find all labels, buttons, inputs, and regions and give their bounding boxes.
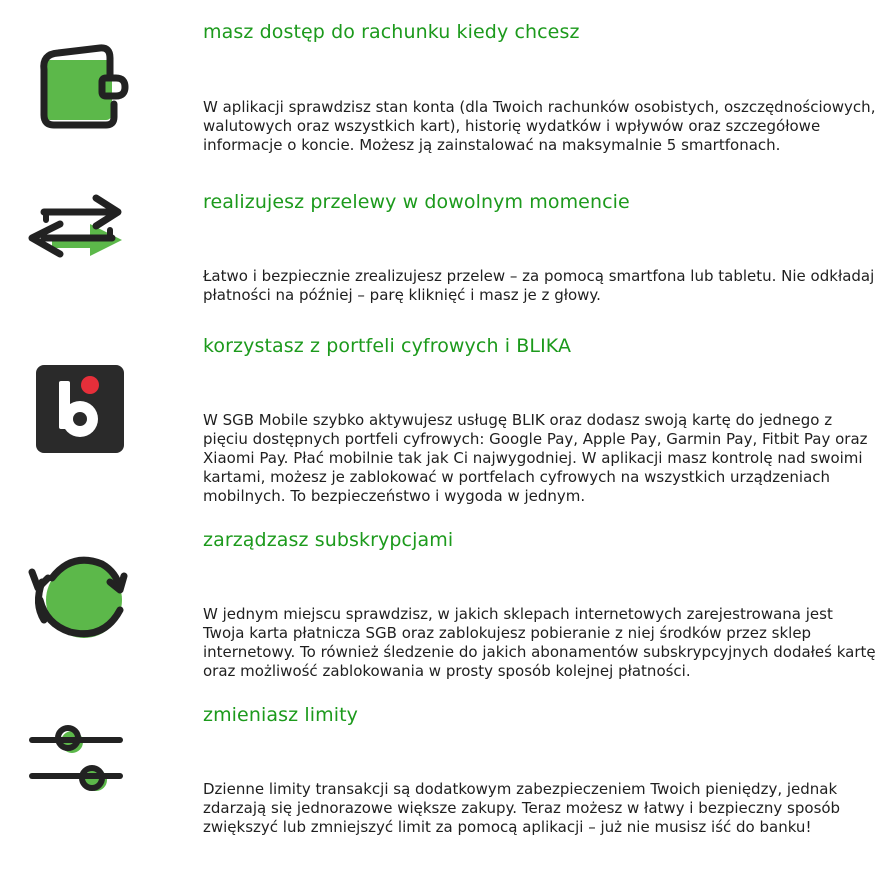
- blik-logo-icon: [24, 363, 134, 455]
- sliders-icon: [24, 722, 134, 802]
- feature-title: masz dostęp do rachunku kiedy chcesz: [203, 21, 580, 43]
- feature-description: Dzienne limity transakcji są dodatkowym zabezpieczeniem Twoich pieniędzy, jednak zdarzają się jednorazowe większe zakupy. Teraz możesz w łatwy i bezpieczny sposób zwiększyć lub zmniejszyć limit za pomocą aplikacji – już nie musisz iść do banku!: [203, 780, 841, 836]
- feature-description: W aplikacji sprawdzisz stan konta (dla Twoich rachunków osobistych, oszczędnościowych, walutowych oraz wszystkich kart), historię wydatków i wpływów oraz szczegółowe informacje o koncie. Możesz ją zainstalować na maksymalnie 5 smartfonach.: [203, 98, 876, 154]
- feature-description: W SGB Mobile szybko aktywujesz usługę BLIK oraz dodasz swoją kartę do jednego z pięciu dostępnych portfeli cyfrowych: Google Pay, Apple Pay, Garmin Pay, Fitbit Pay oraz Xiaomi Pay. Płać mobilnie tak jak Ci najwygodniej. W aplikacji masz kontrolę nad swoimi kartami, możesz je zablokować w portfelach cyfrowych na wszystkich urządzeniach mobilnych. To bezpieczeństwo i wygoda w jednym.: [203, 411, 868, 505]
- transfer-arrows-icon: [24, 190, 134, 275]
- refresh-cycle-icon: [24, 548, 134, 643]
- feature-title: zarządzasz subskrypcjami: [203, 529, 454, 551]
- feature-title: zmieniasz limity: [203, 704, 358, 726]
- feature-title: korzystasz z portfeli cyfrowych i BLIKA: [203, 335, 572, 357]
- feature-description: Łatwo i bezpiecznie zrealizujesz przelew – za pomocą smartfona lub tabletu. Nie odkładaj płatności na później – parę kliknięć i masz je z głowy.: [203, 267, 875, 304]
- feature-description: W jednym miejscu sprawdzisz, w jakich sklepach internetowych zarejestrowana jest Twoja karta płatnicza SGB oraz zablokujesz pobieranie z niej środków przez sklep internetowy. To również śledzenie do jakich abonamentów subskrypcyjnych dodałeś kartę oraz możliwość zablokowania w prosty sposób kolejnej płatności.: [203, 605, 876, 680]
- wallet-icon: [24, 40, 134, 135]
- feature-title: realizujesz przelewy w dowolnym momencie: [203, 191, 630, 213]
